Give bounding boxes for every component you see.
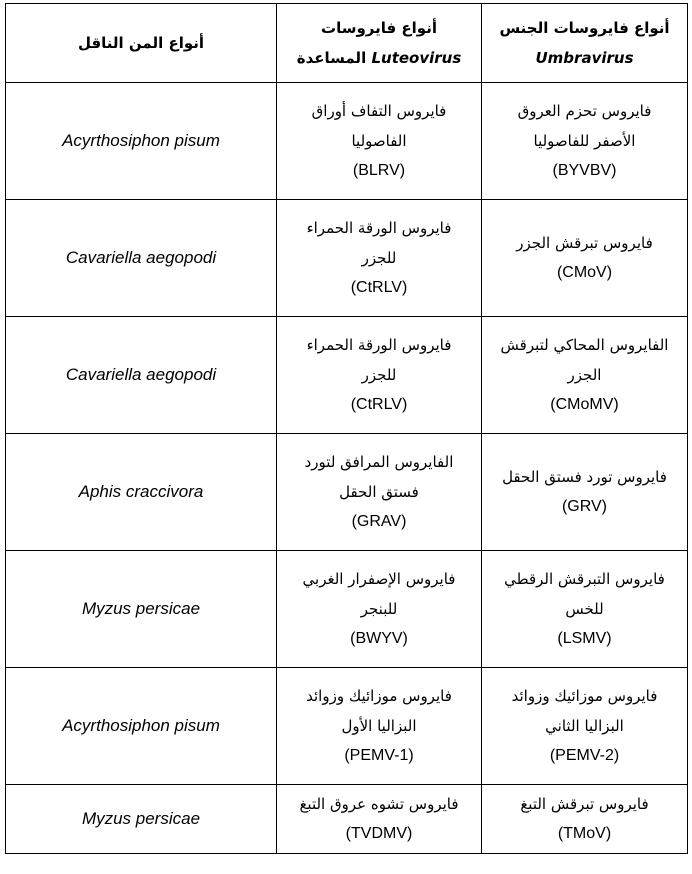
umbra-cell xyxy=(482,83,688,200)
table-row xyxy=(6,551,688,668)
luteo-virus-name-line: فستق الحقل xyxy=(339,483,419,501)
aphid-cell xyxy=(6,434,277,551)
umbra-cell xyxy=(482,785,688,854)
umbra-virus-abbreviation: (PEMV-2) xyxy=(549,747,620,764)
aphid-cell xyxy=(6,200,277,317)
aphid-species-name: Myzus persicae xyxy=(81,809,201,828)
umbra-virus-name-line: فايروس تبرقش الجزر xyxy=(516,234,653,252)
luteo-cell xyxy=(277,785,482,854)
luteo-virus-name-line: للبنجر xyxy=(360,600,398,618)
luteo-virus-name-line: الفاصوليا xyxy=(351,132,407,150)
umbra-cell xyxy=(482,668,688,785)
luteo-cell xyxy=(277,551,482,668)
aphid-cell xyxy=(6,785,277,854)
umbra-virus-abbreviation: (CMoV) xyxy=(556,264,613,281)
luteo-virus-abbreviation: (CtRLV) xyxy=(350,279,408,296)
luteo-cell xyxy=(277,668,482,785)
header-umbravirus-arabic: أنواع فايروسات الجنس xyxy=(499,19,670,37)
luteo-virus-name-line: للجزر xyxy=(361,366,397,384)
luteo-virus-name-line: الفايروس المرافق لتورد xyxy=(304,453,454,471)
aphid-cell xyxy=(6,83,277,200)
luteo-cell xyxy=(277,434,482,551)
umbra-virus-name-line: الأصفر للفاصوليا xyxy=(533,132,636,150)
umbra-virus-abbreviation: (LSMV) xyxy=(557,630,612,647)
luteo-virus-name-line: فايروس الورقة الحمراء xyxy=(306,219,452,237)
umbra-cell xyxy=(482,317,688,434)
aphid-cell xyxy=(6,668,277,785)
umbra-cell xyxy=(482,434,688,551)
aphid-species-name: Myzus persicae xyxy=(81,599,201,618)
umbra-virus-abbreviation: (BYVBV) xyxy=(552,162,617,179)
header-luteovirus xyxy=(277,4,482,83)
aphid-species-name: Cavariella aegopodi xyxy=(65,248,217,267)
aphid-species-name: Acyrthosiphon pisum xyxy=(62,716,220,735)
luteo-virus-name-line: للجزر xyxy=(361,249,397,267)
umbra-virus-name-line: فايروس تحزم العروق xyxy=(517,102,652,120)
luteo-cell xyxy=(277,317,482,434)
luteo-cell xyxy=(277,83,482,200)
luteo-virus-abbreviation: (BLRV) xyxy=(352,162,406,179)
luteo-virus-name-line: فايروس موزائيك وزوائد xyxy=(306,687,452,705)
header-umbravirus-latin: Umbravirus xyxy=(535,49,634,67)
umbra-virus-name-line: الفايروس المحاكي لتبرقش xyxy=(500,336,669,354)
aphid-species-name: Acyrthosiphon pisum xyxy=(62,131,220,150)
luteo-virus-name-line: فايروس الورقة الحمراء xyxy=(306,336,452,354)
umbra-virus-name-line: الجزر xyxy=(567,366,602,384)
table-row xyxy=(6,785,688,854)
luteo-cell xyxy=(277,200,482,317)
luteo-virus-name-line: فايروس تشوه عروق التبغ xyxy=(299,795,459,813)
aphid-cell xyxy=(6,317,277,434)
aphid-cell xyxy=(6,551,277,668)
header-luteovirus-latin: Luteovirus xyxy=(371,49,462,67)
aphid-species-name: Cavariella aegopodi xyxy=(65,365,217,384)
umbra-virus-name-line: فايروس تبرقش التبغ xyxy=(520,795,649,813)
umbra-virus-name-line: فايروس تورد فستق الحقل xyxy=(502,468,667,486)
table-body xyxy=(6,83,688,854)
header-umbravirus xyxy=(482,4,688,83)
luteo-virus-name-line: فايروس الإصفرار الغربي xyxy=(302,570,456,588)
umbra-cell xyxy=(482,551,688,668)
header-luteovirus-helper: المساعدة xyxy=(296,49,367,67)
umbra-virus-abbreviation: (TMoV) xyxy=(557,825,612,842)
luteo-virus-abbreviation: (CtRLV) xyxy=(350,396,408,413)
luteo-virus-name-line: البزاليا الأول xyxy=(341,717,417,735)
umbra-cell xyxy=(482,200,688,317)
umbra-virus-abbreviation: (GRV) xyxy=(561,498,608,515)
table-row xyxy=(6,434,688,551)
table-row xyxy=(6,83,688,200)
header-aphid: أنواع المن الناقل xyxy=(6,4,277,83)
luteo-virus-name-line: فايروس التفاف أوراق xyxy=(311,102,447,120)
umbra-virus-name-line: فايروس التبرقش الرقطي xyxy=(504,570,665,588)
aphid-species-name: Aphis craccivora xyxy=(78,482,204,501)
header-luteovirus-arabic: أنواع فايروسات xyxy=(321,19,437,37)
umbra-virus-name-line: فايروس موزائيك وزوائد xyxy=(511,687,658,705)
luteo-virus-abbreviation: (GRAV) xyxy=(351,513,407,530)
umbra-virus-name-line: للخس xyxy=(565,600,604,618)
virus-vector-table xyxy=(5,3,688,854)
table-row xyxy=(6,668,688,785)
table-row xyxy=(6,317,688,434)
luteo-virus-abbreviation: (TVDMV) xyxy=(345,825,413,842)
umbra-virus-abbreviation: (CMoMV) xyxy=(550,396,619,413)
luteo-virus-abbreviation: (BWYV) xyxy=(350,630,408,647)
header-luteovirus-line2 xyxy=(297,49,462,67)
luteo-virus-abbreviation: (PEMV-1) xyxy=(344,747,414,764)
umbra-virus-name-line: البزاليا الثاني xyxy=(545,717,624,735)
table-row xyxy=(6,200,688,317)
header-row xyxy=(6,4,688,83)
